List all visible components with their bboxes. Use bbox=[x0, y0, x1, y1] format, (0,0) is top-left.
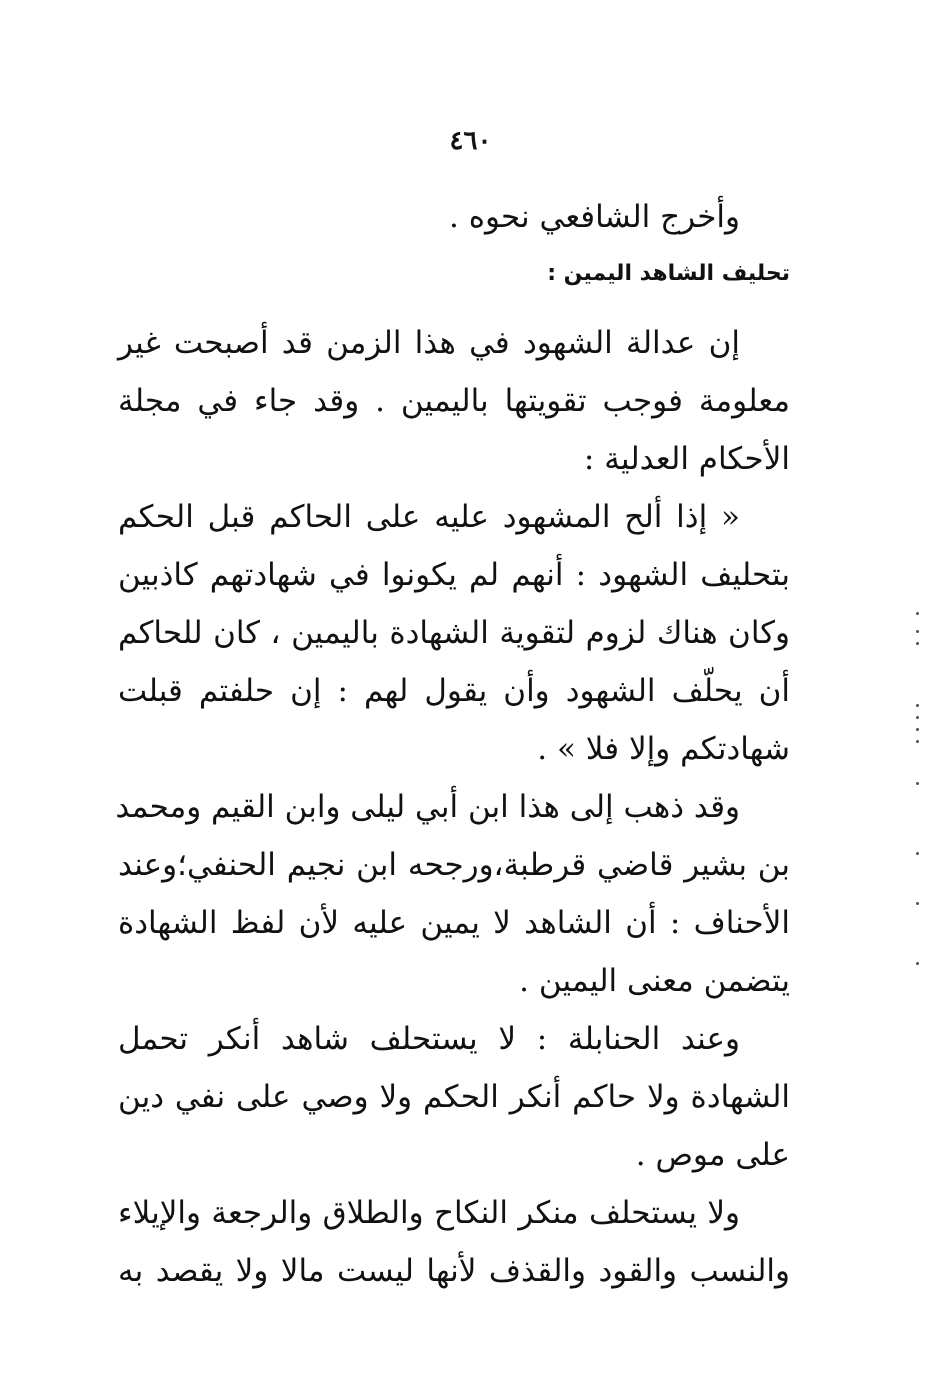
scan-speck bbox=[916, 740, 919, 743]
scan-speck bbox=[916, 782, 919, 785]
paragraph-5 bbox=[118, 1184, 790, 1300]
opening-line: وأخرج الشافعي نحوه . bbox=[449, 199, 740, 235]
scan-speck bbox=[916, 716, 919, 719]
paragraph-3 bbox=[115, 778, 790, 1010]
page-number: ٤٦٠ bbox=[449, 126, 492, 156]
scan-margin-specks bbox=[916, 612, 926, 1012]
text-line: يتضمن معنى اليمين . bbox=[519, 963, 790, 999]
paragraph-1 bbox=[118, 314, 790, 488]
paragraph-4 bbox=[118, 1010, 790, 1184]
scan-speck bbox=[916, 642, 919, 645]
section-heading: تحليف الشاهد اليمين : bbox=[547, 261, 790, 286]
text-line: بتحليف الشهود : أنهم لم يكونوا في شهادتهم كاذبين bbox=[118, 557, 790, 593]
body-text bbox=[115, 314, 790, 1300]
text-line: ولا يستحلف منكر النكاح والطلاق والرجعة والإيلاء bbox=[118, 1195, 740, 1231]
scan-speck bbox=[916, 630, 919, 633]
text-line: شهادتكم وإلا فلا » . bbox=[537, 731, 790, 767]
text-line: معلومة فوجب تقويتها باليمين . وقد جاء في مجلة bbox=[118, 383, 790, 419]
scan-speck bbox=[916, 902, 919, 905]
scan-speck bbox=[916, 852, 919, 855]
text-line: وقد ذهب إلى هذا ابن أبي ليلى وابن القيم ومحمد bbox=[115, 789, 740, 825]
scan-speck bbox=[916, 704, 919, 707]
paragraph-2-quote bbox=[118, 488, 790, 778]
text-line: إن عدالة الشهود في هذا الزمن قد أصبحت غير bbox=[118, 325, 740, 361]
text-line: والنسب والقود والقذف لأنها ليست مالا ولا يقصد به bbox=[118, 1253, 790, 1289]
scan-speck bbox=[916, 962, 919, 965]
text-line: الأحناف : أن الشاهد لا يمين عليه لأن لفظ الشهادة bbox=[118, 905, 790, 941]
text-line: وكان هناك لزوم لتقوية الشهادة باليمين ، كان للحاكم bbox=[118, 615, 790, 651]
text-line: الشهادة ولا حاكم أنكر الحكم ولا وصي على نفي دين bbox=[118, 1079, 790, 1115]
text-line: وعند الحنابلة : لا يستحلف شاهد أنكر تحمل bbox=[118, 1021, 740, 1057]
opening-text bbox=[118, 188, 790, 246]
text-line: أن يحلّف الشهود وأن يقول لهم : إن حلفتم قبلت bbox=[118, 673, 790, 709]
scan-speck bbox=[916, 612, 919, 615]
text-line: الأحكام العدلية : bbox=[583, 441, 790, 477]
text-line: بن بشير قاضي قرطبة،ورجحه ابن نجيم الحنفي؛وعند bbox=[118, 847, 790, 883]
text-line: على موص . bbox=[635, 1137, 790, 1173]
scan-speck bbox=[916, 728, 919, 731]
text-line: « إذا ألح المشهود عليه على الحاكم قبل الحكم bbox=[118, 499, 740, 535]
